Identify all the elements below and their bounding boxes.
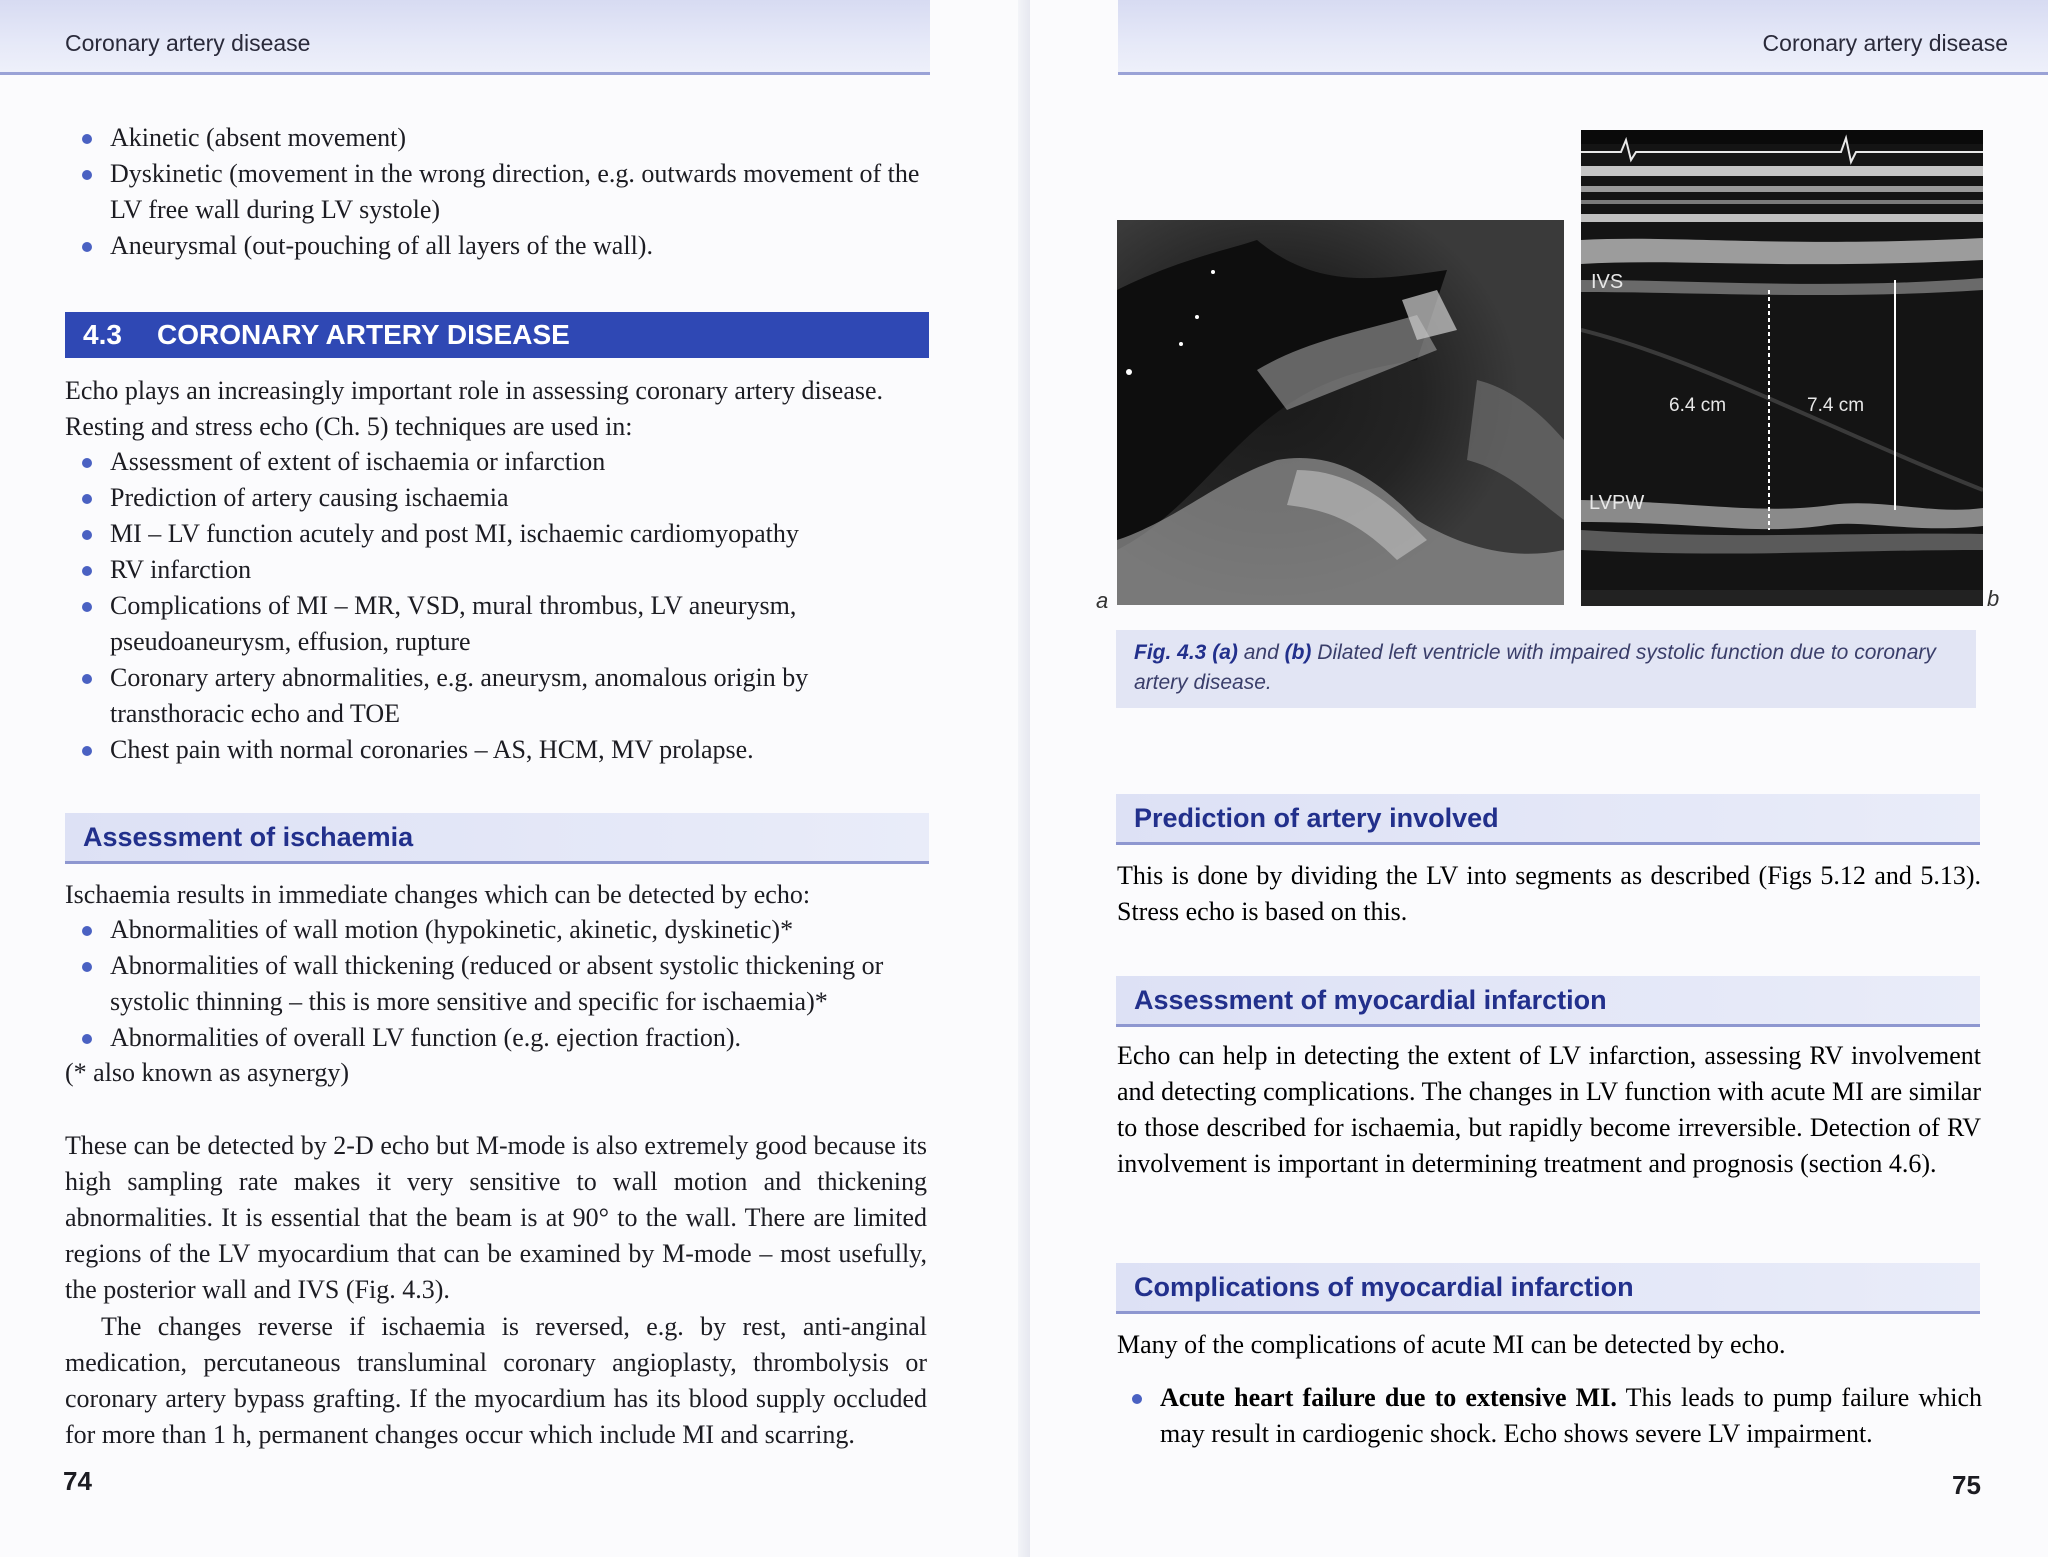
running-head-text: Coronary artery disease xyxy=(1762,30,2008,56)
ischaemia-heading xyxy=(65,813,929,864)
list-item: Dyskinetic (movement in the wrong direction, e.g. outwards movement of the LV free wall during LV systole) xyxy=(72,156,932,228)
section-title: CORONARY ARTERY DISEASE xyxy=(157,319,570,350)
caption-fig-number: Fig. 4.3 xyxy=(1134,641,1207,664)
measurement-label-2: 7.4 cm xyxy=(1807,395,1865,416)
running-head-right xyxy=(1118,0,2048,75)
m-mode-label-ivs: IVS xyxy=(1591,271,1624,293)
list-item: Abnormalities of overall LV function (e.g. ejection fraction). xyxy=(72,1020,932,1056)
figure-label-a: a xyxy=(1096,588,1109,613)
mi-text: Echo can help in detecting the extent of LV infarction, assessing RV involvement and detecting complications. The changes in LV function with acute MI are similar to those described for ischaemia, but rapidly become irreversible. Detection of RV involvement is important in determining treatment and prognosis (section 4.6). xyxy=(1117,1041,1981,1178)
list-item: Prediction of artery causing ischaemia xyxy=(72,480,932,516)
list-item: Chest pain with normal coronaries – AS, HCM, MV prolapse. xyxy=(72,732,932,768)
caption-body: Dilated left ventricle with impaired systolic function due to coronary artery disease. xyxy=(1134,641,1936,694)
prediction-heading-text: Prediction of artery involved xyxy=(1134,803,1499,833)
caption-and: and xyxy=(1243,641,1279,664)
running-head-left xyxy=(0,0,930,75)
caption-part-a: (a) xyxy=(1212,641,1238,664)
complication-text: This leads to pump failure which may result in cardiogenic shock. Echo shows severe LV impairment. xyxy=(1160,1383,1982,1448)
list-item: Abnormalities of wall motion (hypokinetic, akinetic, dyskinetic)* xyxy=(72,912,932,948)
paragraph-reversal: The changes reverse if ischaemia is reversed, e.g. by rest, anti-anginal medication, percutaneous transluminal coronary angioplasty, thrombolysis or coronary artery bypass grafting. If the myocardium has its blood supply occluded for more than 1 h, permanent changes occur which include MI and scarring. xyxy=(65,1312,927,1449)
list-item: Akinetic (absent movement) xyxy=(72,120,932,156)
figure-label-b: b xyxy=(1987,586,2000,611)
mi-heading-text: Assessment of myocardial infarction xyxy=(1134,985,1607,1015)
section-bullet-list xyxy=(72,444,932,768)
list-item: Assessment of extent of ischaemia or infarction xyxy=(72,444,932,480)
ischaemia-intro: Ischaemia results in immediate changes which can be detected by echo: xyxy=(65,880,811,909)
measurement-label-1: 6.4 cm xyxy=(1669,395,1727,416)
figure-caption-text xyxy=(1116,630,1976,706)
section-number: 4.3 xyxy=(83,319,122,350)
section-intro: Echo plays an increasingly important role in assessing coronary artery disease. Resting and stress echo (Ch. 5) techniques are used in: xyxy=(65,376,884,441)
echo-image-2d xyxy=(1117,220,1564,605)
ischaemia-note: (* also known as asynergy) xyxy=(65,1058,350,1087)
complications-heading-text: Complications of myocardial infarction xyxy=(1134,1272,1634,1302)
prediction-text: This is done by dividing the LV into segments as described (Figs 5.12 and 5.13). Stress echo is based on this. xyxy=(1117,861,1981,926)
complications-intro: Many of the complications of acute MI can be detected by echo. xyxy=(1117,1330,1786,1359)
prediction-heading xyxy=(1116,794,1980,845)
list-item: Abnormalities of wall thickening (reduced or absent systolic thickening or systolic thinning – this is more sensitive and specific for ischaemia)* xyxy=(72,948,932,1020)
echo-image-m-mode xyxy=(1581,130,1983,606)
page-number-left: 74 xyxy=(63,1466,92,1496)
complications-heading xyxy=(1116,1263,1980,1314)
ischaemia-heading-text: Assessment of ischaemia xyxy=(83,822,414,852)
figure-caption xyxy=(1116,630,1976,708)
ischaemia-bullet-list xyxy=(72,912,932,1056)
mi-heading xyxy=(1116,976,1980,1027)
list-item: Complications of MI – MR, VSD, mural thrombus, LV aneurysm, pseudoaneurysm, effusion, rupture xyxy=(72,588,932,660)
paragraph-m-mode: These can be detected by 2-D echo but M-mode is also extremely good because its high sampling rate makes it very sensitive to wall motion and thickening abnormalities. It is essential that the beam is at 90° to the wall. There are limited regions of the LV myocardium that can be examined by M-mode – most usefully, the posterior wall and IVS (Fig. 4.3). xyxy=(65,1131,927,1304)
list-item: MI – LV function acutely and post MI, ischaemic cardiomyopathy xyxy=(72,516,932,552)
complication-bold: Acute heart failure due to extensive MI. xyxy=(1160,1383,1617,1412)
intro-bullet-list xyxy=(72,120,932,264)
complications-bullet-list xyxy=(1122,1380,1982,1452)
list-item: Coronary artery abnormalities, e.g. aneurysm, anomalous origin by transthoracic echo and TOE xyxy=(72,660,932,732)
m-mode-svg xyxy=(1581,130,1983,606)
list-item: Aneurysmal (out-pouching of all layers of the wall). xyxy=(72,228,932,264)
section-heading xyxy=(65,312,929,358)
list-item: RV infarction xyxy=(72,552,932,588)
echo-2d-svg xyxy=(1117,220,1564,605)
running-head-text: Coronary artery disease xyxy=(65,30,311,56)
caption-part-b: (b) xyxy=(1284,641,1312,664)
page-number-right: 75 xyxy=(1952,1470,1981,1500)
list-item xyxy=(1122,1380,1982,1452)
m-mode-label-lvpw: LVPW xyxy=(1589,492,1645,514)
